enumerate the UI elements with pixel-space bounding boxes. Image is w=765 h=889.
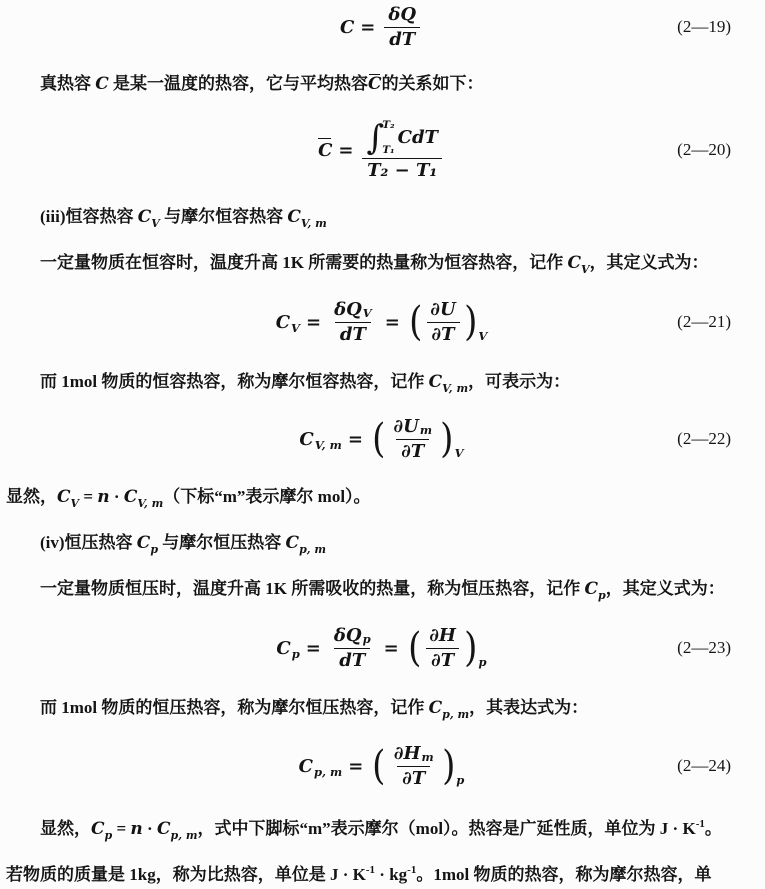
text-run: · [109, 487, 124, 506]
text-run: · kg [375, 865, 408, 884]
fraction [329, 298, 377, 346]
inline-math: -1 [365, 864, 376, 876]
para-cp-definition [6, 574, 757, 603]
inline-math: V [581, 263, 590, 276]
equals-sign: = [338, 139, 354, 161]
text-run: （下标“m”表示摩尔 mol）。 [163, 487, 371, 506]
fraction [329, 624, 376, 672]
inline-math: C [428, 698, 443, 718]
text-run: = [79, 487, 98, 506]
inline-math: -1 [407, 864, 417, 876]
math-var-Cbar: C [318, 139, 333, 161]
math-var-C: C [339, 16, 355, 38]
math-den: ∂T [402, 767, 426, 789]
math-num: ∂H [393, 742, 421, 764]
formula-cp [276, 624, 486, 672]
inline-math: p, m [170, 829, 198, 842]
math-den: dT [339, 323, 366, 345]
left-paren: ( [408, 299, 423, 345]
para-heading-iii [6, 202, 757, 231]
text-run: 若物质的质量是 1kg，称为比热容，单位是 J · K [6, 865, 366, 884]
right-paren: ) [440, 416, 454, 462]
partial-derivative-group [371, 415, 464, 463]
subscript: V [362, 305, 372, 320]
constant-subscript: p [456, 773, 465, 787]
text-run: ，其表达式为： [469, 698, 589, 717]
equation-2-22 [6, 413, 757, 465]
equation-number: (2—20) [677, 140, 731, 159]
para-cv-relation [6, 482, 757, 511]
math-den: ∂T [401, 440, 425, 462]
text-run: = [112, 819, 131, 838]
left-paren: ( [372, 416, 386, 462]
integral-bounds [382, 119, 394, 157]
math-var-Cvm: C [299, 428, 314, 450]
equation-2-23 [6, 620, 757, 676]
text-run: 。1mol 物质的热容，称为摩尔热容，单 [416, 865, 712, 884]
text-run: (iv)恒压热容 [40, 533, 137, 552]
equals-sign: = [384, 311, 400, 333]
text-run: ，可表示为： [468, 372, 571, 391]
math-den: dT [339, 649, 366, 671]
constant-subscript: V [478, 329, 488, 343]
inline-math: p [104, 829, 113, 842]
inline-math: -1 [695, 818, 705, 830]
subscript: V [291, 321, 300, 335]
equation-number: (2—23) [677, 638, 731, 657]
equals-sign: = [305, 637, 321, 659]
partial-derivative-group [407, 624, 487, 672]
para-cvm-intro [6, 367, 757, 396]
integral-sign: ∫ [366, 117, 385, 158]
math-var-Cv: C [275, 311, 291, 333]
text-run: 的关系如下： [381, 74, 484, 93]
inline-math: C [91, 819, 105, 839]
inline-math: C [567, 253, 582, 273]
math-den: dT [389, 28, 416, 50]
inline-math: C [136, 533, 151, 553]
inline-math: C [287, 207, 301, 227]
equation-2-21 [6, 294, 757, 350]
inline-math: V, m [137, 497, 164, 510]
math-den: ∂T [431, 323, 455, 345]
text-run: ，其定义式为： [589, 253, 709, 272]
math-num: ∂U [430, 298, 456, 320]
fraction [425, 298, 460, 346]
math-num: δQ [334, 298, 362, 320]
integral-upper-bound: T₂ [382, 118, 395, 131]
right-paren: ) [464, 625, 478, 671]
equation-2-19 [6, 2, 757, 52]
inline-math: p [598, 589, 606, 602]
inline-math: V [70, 497, 80, 510]
inline-math: C [156, 819, 171, 839]
inline-math: n [97, 487, 110, 507]
formula-mean-heat-capacity [318, 118, 445, 183]
inline-math: p [150, 543, 159, 556]
math-num: ∂H [429, 624, 456, 646]
partial-derivative-group [371, 742, 464, 790]
para-specific-heat [6, 856, 757, 885]
inline-math: V, m [300, 217, 327, 230]
inline-math: C [285, 533, 300, 553]
equation-number: (2—22) [677, 429, 731, 448]
math-den: ∂T [431, 649, 455, 671]
right-paren: ) [441, 743, 456, 789]
text-run: 与摩尔恒容热容 [159, 207, 288, 226]
inline-math: C [368, 74, 382, 94]
equals-sign: = [347, 428, 363, 450]
text-run: 是某一温度的热容，它与平均热容 [108, 74, 369, 93]
subscript: p [362, 631, 371, 646]
fraction [361, 118, 442, 183]
inline-math: C [428, 372, 443, 392]
text-run: ，其定义式为： [605, 579, 725, 598]
partial-derivative-group [408, 298, 487, 346]
formula-cv [276, 298, 488, 346]
inline-math: V [151, 217, 160, 230]
math-den: T₂ − T₁ [367, 159, 438, 181]
text-run: 真热容 [40, 74, 96, 93]
para-cpm-intro [6, 693, 757, 722]
inline-math: C [57, 487, 71, 507]
equation-number: (2—24) [677, 756, 731, 775]
inline-math: n [130, 819, 143, 839]
formula-cpm [299, 742, 465, 790]
subscript: V, m [314, 438, 342, 452]
equation-2-24 [6, 739, 757, 793]
text-run: 一定量物质恒压时，温度升高 1K 所需吸收的热量，称为恒压热容，记作 [40, 579, 585, 598]
constant-subscript: V [454, 446, 464, 460]
subscript: m [421, 749, 434, 764]
text-run: 与摩尔恒压热容 [158, 533, 286, 552]
math-num: δQ [388, 3, 417, 25]
equals-sign: = [383, 637, 399, 659]
para-cv-definition [6, 248, 757, 277]
math-num: δQ [333, 624, 362, 646]
fraction [389, 742, 439, 790]
subscript: m [419, 422, 433, 437]
inline-math: p, m [442, 708, 470, 721]
text-run: ，式中下脚标“m”表示摩尔（mol）。热容是广延性质，单位为 J · K [197, 819, 696, 838]
text-run: (iii)恒容热容 [40, 207, 138, 226]
math-var-Cpm: C [298, 755, 313, 777]
left-paren: ( [372, 743, 386, 789]
equals-sign: = [305, 311, 322, 333]
para-true-heat-capacity [6, 69, 757, 98]
equation-2-20 [6, 115, 757, 185]
subscript: p [291, 647, 300, 661]
integral-lower-bound: T₁ [382, 144, 395, 157]
fraction [424, 624, 461, 672]
equation-number: (2—19) [677, 17, 731, 36]
inline-math: V, m [442, 382, 469, 395]
text-run: 显然， [40, 819, 91, 838]
equals-sign: = [348, 755, 364, 777]
math-var-Cp: C [276, 637, 291, 659]
inline-math: C [584, 579, 599, 599]
fraction [389, 415, 437, 463]
left-paren: ( [407, 625, 422, 671]
subscript: p, m [313, 765, 343, 779]
fraction [383, 3, 421, 51]
formula-c-definition [340, 3, 423, 51]
text-run: 而 1mol 物质的恒压热容，称为摩尔恒压热容，记作 [40, 698, 429, 717]
text-run: 。 [704, 819, 722, 838]
math-num: ∂U [393, 415, 419, 437]
constant-subscript: p [478, 655, 487, 669]
inline-math: C [137, 207, 152, 227]
integrand: CdT [397, 126, 438, 148]
inline-math: C [123, 487, 138, 507]
para-heading-iv [6, 528, 757, 557]
inline-math: p, m [299, 543, 327, 556]
para-cp-relation [6, 810, 757, 842]
text-run: 显然， [6, 487, 57, 506]
inline-math: C [95, 74, 109, 94]
equals-sign: = [360, 16, 376, 38]
text-run: · [142, 819, 157, 838]
formula-cvm [299, 415, 463, 463]
text-run: 一定量物质在恒容时，温度升高 1K 所需要的热量称为恒容热容，记作 [40, 253, 568, 272]
equation-number: (2—21) [677, 312, 731, 331]
text-run: 而 1mol 物质的恒容热容，称为摩尔恒容热容，记作 [40, 372, 429, 391]
right-paren: ) [463, 299, 478, 345]
